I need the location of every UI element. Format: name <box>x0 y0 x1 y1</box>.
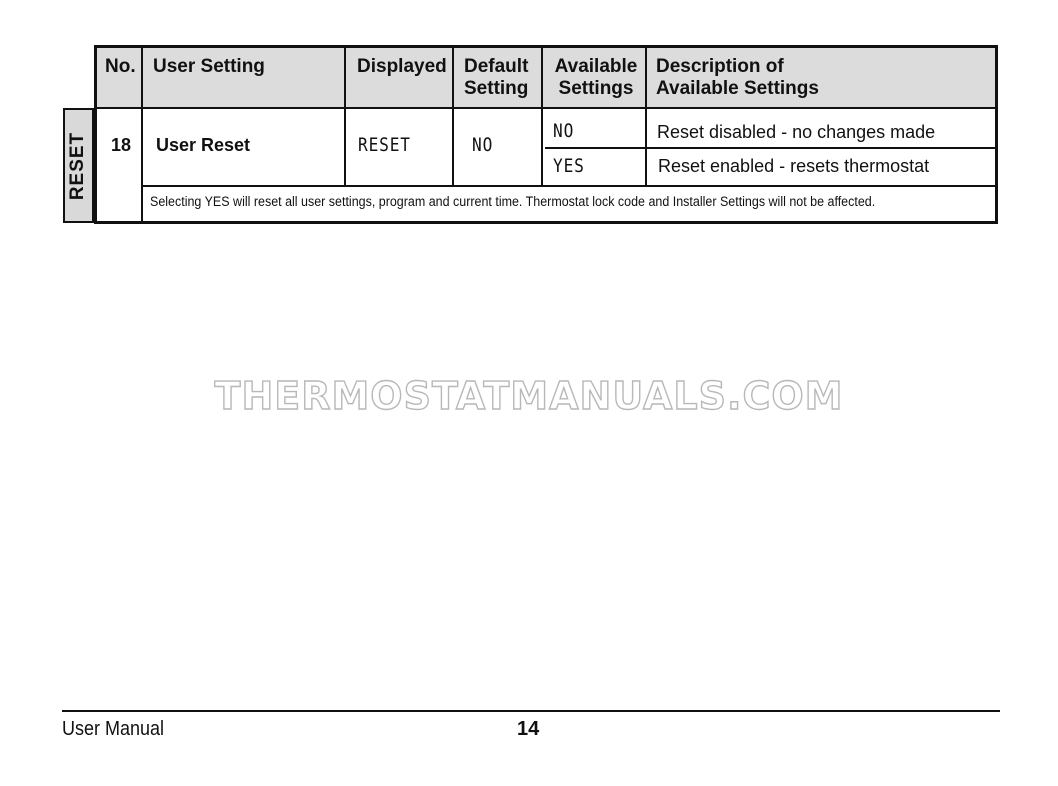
page-number: 14 <box>517 718 540 740</box>
header-available-line1: Available <box>554 56 638 77</box>
option-divider <box>545 147 995 149</box>
section-tab-reset <box>63 108 94 223</box>
footer-divider <box>62 710 1000 712</box>
header-description-line1: Description of <box>656 56 784 77</box>
header-default-setting <box>464 56 528 100</box>
row-note: Selecting YES will reset all user settings, program and current time. Thermostat lock code and Installer Settings will not be affected. <box>150 194 876 210</box>
header-default-line1: Default <box>464 56 529 77</box>
settings-table <box>94 45 998 224</box>
row-displayed-value: RESET <box>358 134 411 156</box>
row-number: 18 <box>111 135 132 155</box>
col-divider <box>344 48 346 185</box>
option-value: NO <box>553 120 575 142</box>
col-divider <box>645 48 647 185</box>
row-user-setting: User Reset <box>156 135 251 155</box>
footer-title: User Manual <box>62 718 165 740</box>
col-divider <box>452 48 454 185</box>
row-default-value: NO <box>472 134 494 156</box>
option-description: Reset enabled - resets thermostat <box>658 156 930 176</box>
watermark: THERMOSTATMANUALS.COM <box>214 374 844 418</box>
header-no: No. <box>105 56 136 77</box>
option-description: Reset disabled - no changes made <box>657 122 936 142</box>
option-value: YES <box>553 155 585 177</box>
header-description-line2: Available Settings <box>656 78 819 99</box>
table-header-row <box>97 48 995 109</box>
header-default-line2: Setting <box>464 78 529 99</box>
col-divider <box>541 48 543 185</box>
header-available-line2: Settings <box>558 78 634 99</box>
header-available-settings <box>544 56 648 100</box>
header-displayed: Displayed <box>357 56 447 77</box>
note-divider <box>141 185 995 187</box>
header-description <box>656 56 819 100</box>
col-divider <box>141 48 143 221</box>
header-user-setting: User Setting <box>153 56 265 77</box>
section-tab-label: RESET <box>67 131 89 200</box>
